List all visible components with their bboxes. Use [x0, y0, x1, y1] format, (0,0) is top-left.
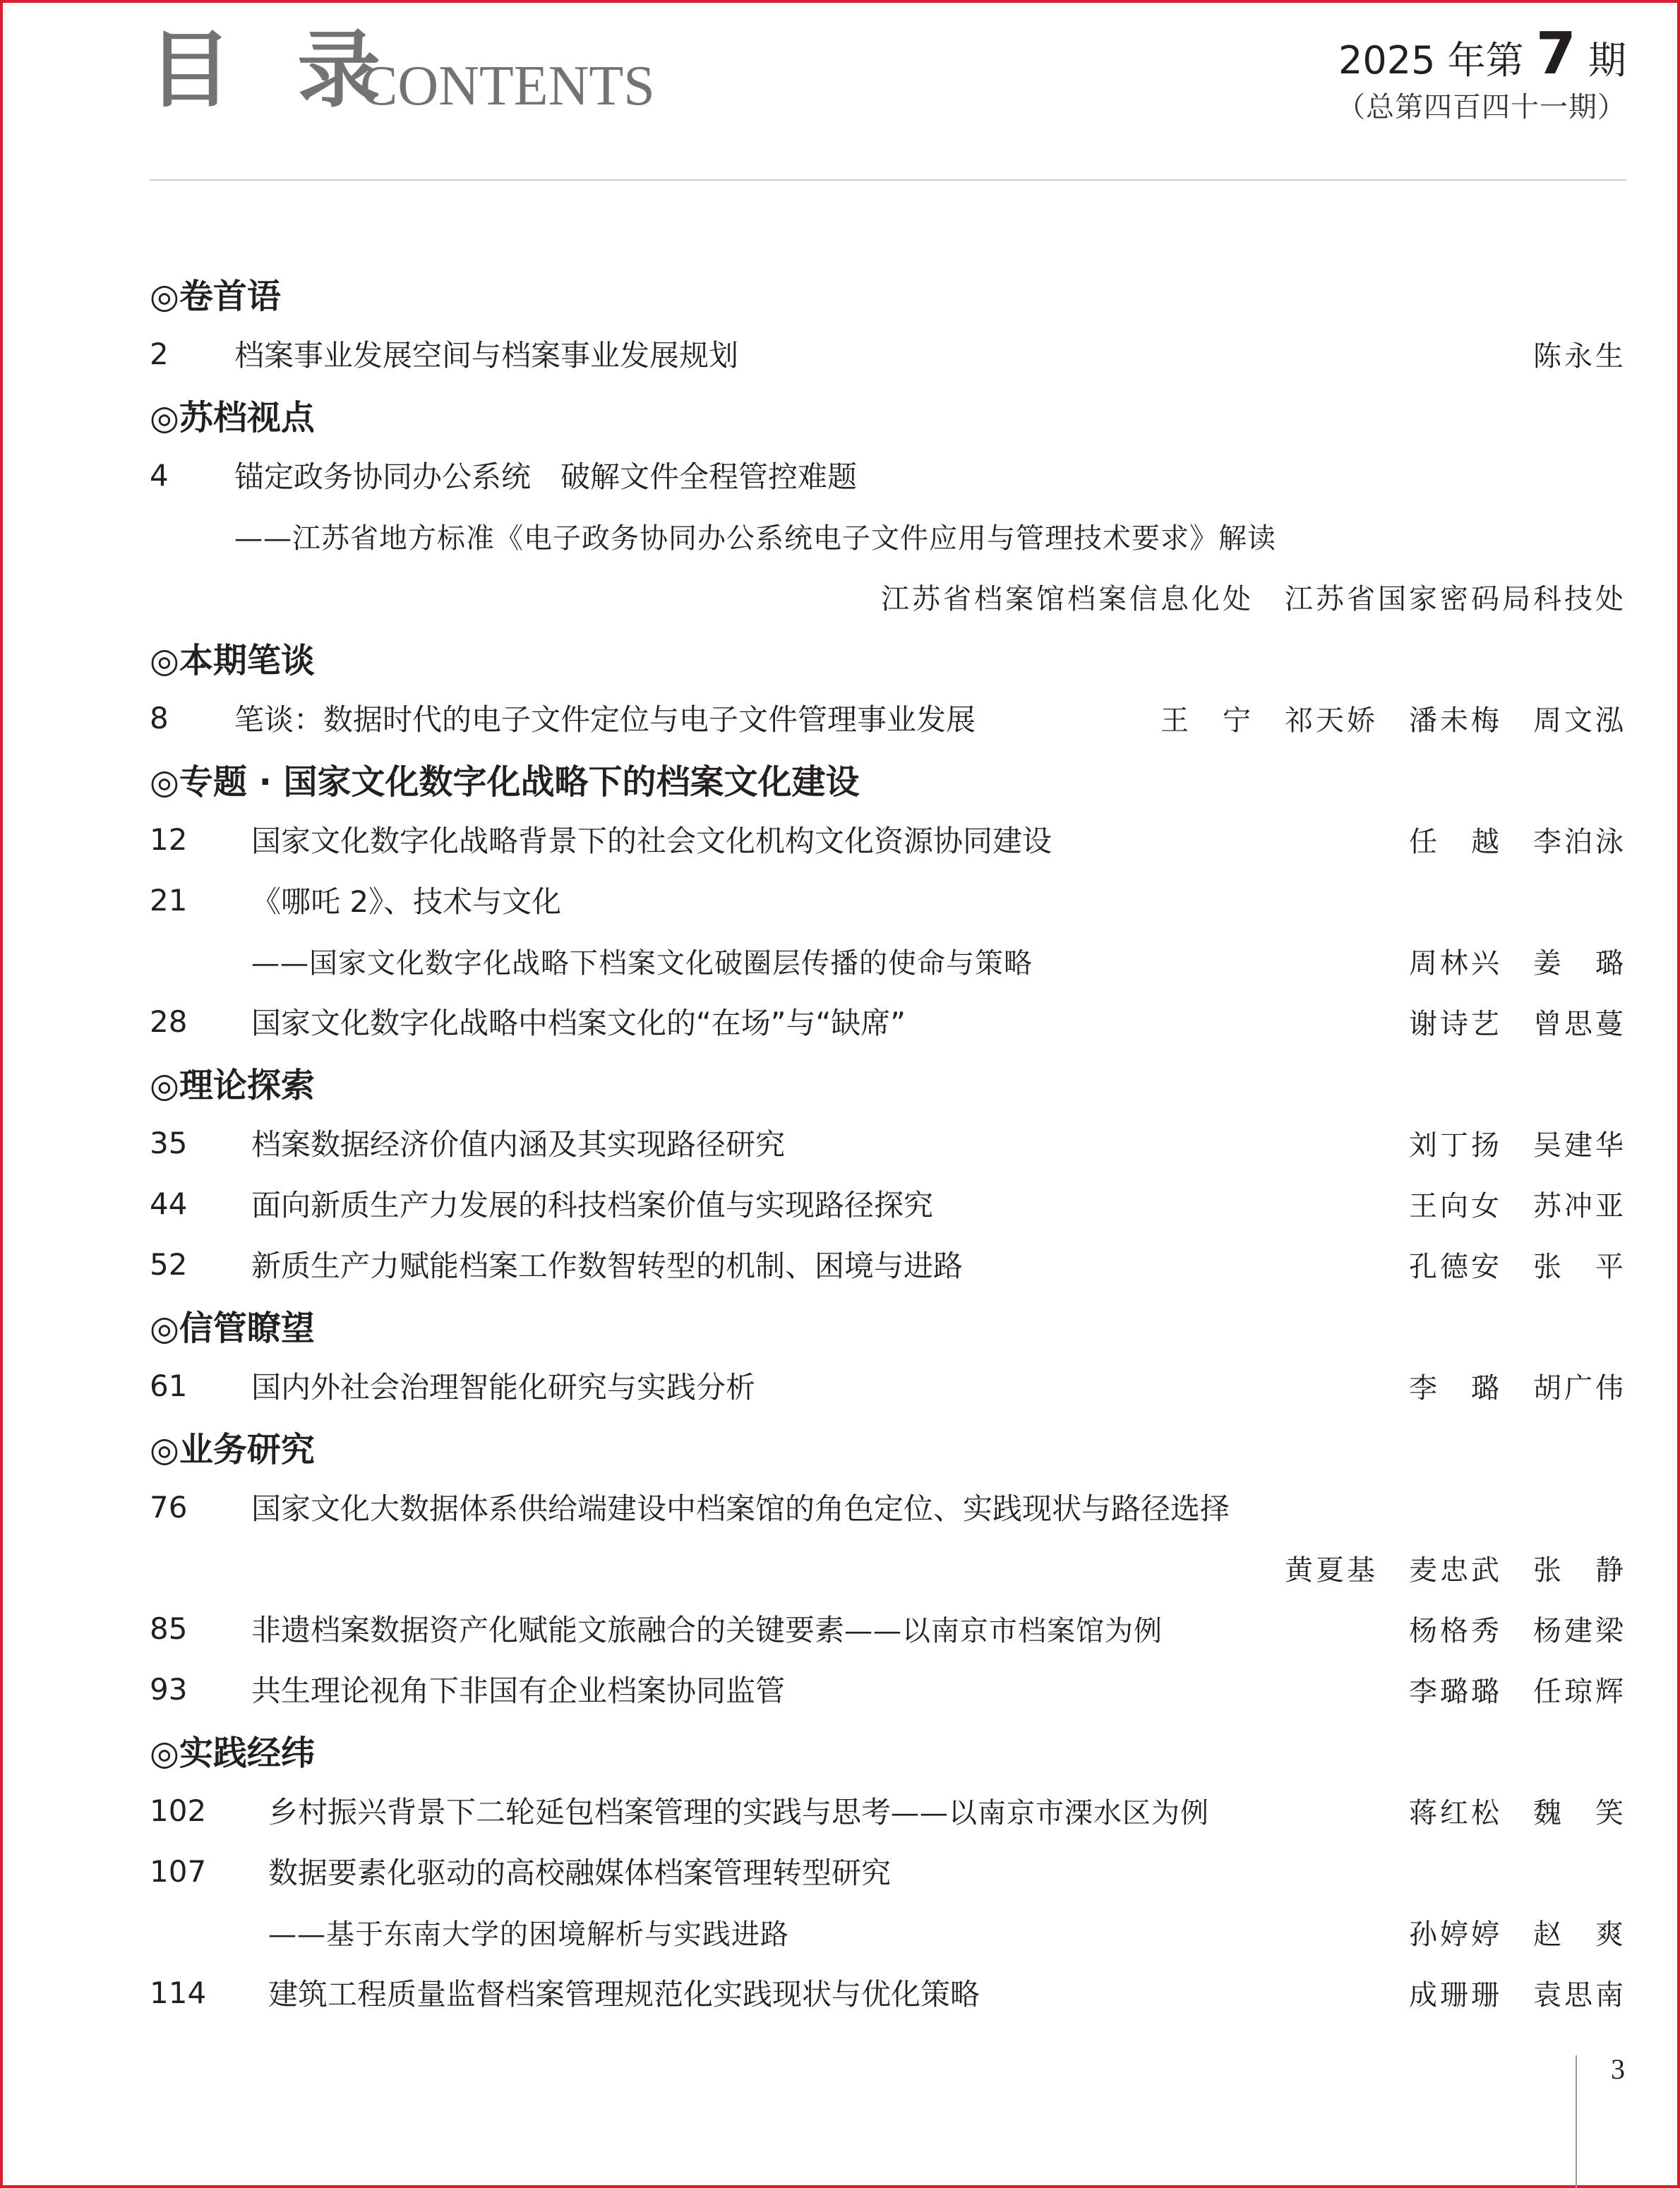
section-heading: ◎苏档视点 [150, 398, 315, 438]
entry-authors: 王 宁 祁天娇 潘未梅 周文泓 [1160, 704, 1626, 737]
section-heading: ◎业务研究 [150, 1430, 315, 1469]
entry-page: 28 [150, 1004, 188, 1039]
entry-title: 数据要素化驱动的高校融媒体档案管理转型研究 [268, 1856, 892, 1890]
toc-entry[interactable] [150, 809, 1626, 870]
entry-title: 国家文化数字化战略中档案文化的“在场”与“缺席” [251, 1006, 906, 1040]
toc-entry[interactable] [150, 1173, 1626, 1234]
toc-entry[interactable] [150, 1962, 1626, 2023]
toc-entry[interactable] [150, 1355, 1626, 1416]
entry-page: 107 [150, 1853, 207, 1889]
entry-title: 乡村振兴背景下二轮延包档案管理的实践与思考 [268, 1795, 892, 1829]
entry-authors: 蒋红松 魏 笑 [1409, 1796, 1626, 1829]
entry-title-line [251, 1607, 1409, 1649]
entry-authors: 任 越 李泊泳 [1409, 825, 1626, 858]
toc-entry[interactable] [150, 1234, 1626, 1294]
issue-line [1337, 20, 1626, 89]
entry-title: 锚定政务协同办公系统 破解文件全程管控难题 [234, 459, 858, 494]
entry-page: 52 [150, 1246, 188, 1282]
entry-title: 共生理论视角下非国有企业档案协同监管 [251, 1673, 786, 1708]
toc-entry[interactable] [150, 991, 1626, 1052]
toc-entry-authors-row [150, 566, 1626, 627]
entry-title: 面向新质生产力发展的科技档案价值与实现路径探究 [251, 1188, 934, 1222]
entry-title: 国家文化大数据体系供给端建设中档案馆的角色定位、实践现状与路径选择 [251, 1491, 1230, 1526]
toc-entry-subtitle-row [150, 1901, 1626, 1962]
entry-authors: 李璐璐 任琼辉 [1409, 1675, 1626, 1708]
section-heading: ◎实践经纬 [150, 1733, 315, 1773]
table-of-contents [150, 263, 1626, 2023]
toc-entry[interactable] [150, 1659, 1626, 1719]
toc-entry-subtitle-row [150, 505, 1626, 566]
issue-prefix: 2025 年第 [1338, 38, 1536, 83]
toc-entry-authors-row [150, 1537, 1626, 1598]
entry-authors: 孙婷婷 赵 爽 [1409, 1918, 1626, 1951]
entry-subtitle: ——基于东南大学的困境解析与实践进路 [268, 1918, 789, 1951]
section-heading: ◎信管瞭望 [150, 1309, 315, 1348]
toc-entry[interactable] [150, 1477, 1626, 1537]
entry-authors: 成珊珊 袁思南 [1409, 1978, 1626, 2012]
entry-title: 非遗档案数据资产化赋能文旅融合的关键要素 [251, 1613, 845, 1647]
entry-authors: 李 璐 胡广伟 [1409, 1371, 1626, 1405]
page-number: 3 [1611, 2053, 1625, 2085]
entry-page: 102 [150, 1793, 207, 1828]
entry-authors: 周林兴 姜 璐 [1409, 946, 1626, 980]
entry-title: 国家文化数字化战略背景下的社会文化机构文化资源协同建设 [251, 824, 1052, 858]
entry-authors: 谢诗艺 曾思蔓 [1409, 1007, 1626, 1040]
entry-page: 2 [150, 336, 169, 371]
issue-suffix: 期 [1576, 38, 1626, 83]
entry-title: 建筑工程质量监督档案管理规范化实践现状与优化策略 [268, 1977, 980, 2012]
entry-authors: 孔德安 张 平 [1409, 1250, 1626, 1283]
issue-info [1337, 20, 1626, 124]
entry-title-tail: ——以南京市溧水区为例 [891, 1797, 1210, 1829]
entry-page: 114 [150, 1975, 207, 2010]
toc-entry[interactable] [150, 445, 1626, 505]
entry-title: 《哪吒 2》、技术与文化 [251, 884, 562, 919]
entry-page: 21 [150, 882, 188, 918]
entry-authors: 刘丁扬 吴建华 [1409, 1129, 1626, 1162]
entry-authors: 王向女 苏冲亚 [1409, 1189, 1626, 1222]
entry-page: 35 [150, 1125, 188, 1160]
entry-title: 档案数据经济价值内涵及其实现路径研究 [251, 1127, 786, 1162]
entry-title: 笔谈：数据时代的电子文件定位与电子文件管理事业发展 [234, 702, 976, 737]
toc-entry[interactable] [150, 687, 1626, 748]
entry-authors: 江苏省档案馆档案信息化处 江苏省国家密码局科技处 [881, 582, 1626, 615]
entry-page: 8 [150, 700, 169, 735]
entry-title: 新质生产力赋能档案工作数智转型的机制、困境与进路 [251, 1249, 964, 1283]
section-heading: ◎专题 · 国家文化数字化战略下的档案文化建设 [150, 762, 860, 802]
header-divider [150, 179, 1626, 181]
entry-page: 12 [150, 822, 188, 857]
toc-entry[interactable] [150, 1780, 1626, 1841]
entry-page: 85 [150, 1611, 188, 1646]
section-heading: ◎理论探索 [150, 1066, 315, 1105]
entry-authors: 陈永生 [1533, 339, 1626, 373]
entry-page: 4 [150, 457, 169, 493]
toc-entry[interactable] [150, 1841, 1626, 1901]
toc-entry[interactable] [150, 323, 1626, 384]
entry-authors: 黄夏基 麦忠武 张 静 [1285, 1553, 1626, 1587]
toc-entry-subtitle-row [150, 930, 1626, 991]
toc-entry[interactable] [150, 870, 1626, 930]
entry-page: 76 [150, 1489, 188, 1525]
entry-page: 93 [150, 1671, 188, 1707]
entry-title-line [268, 1789, 1409, 1832]
entry-title: 国内外社会治理智能化研究与实践分析 [251, 1370, 756, 1405]
footer-rule [1576, 2055, 1577, 2188]
toc-entry[interactable] [150, 1112, 1626, 1173]
toc-entry[interactable] [150, 1598, 1626, 1659]
section-heading: ◎卷首语 [150, 277, 281, 316]
issue-number: 7 [1535, 20, 1576, 88]
entry-title-tail: ——以南京市档案馆为例 [844, 1615, 1163, 1647]
section-heading: ◎本期笔谈 [150, 641, 315, 680]
entry-subtitle: ——国家文化数字化战略下档案文化破圈层传播的使命与策略 [251, 946, 1033, 980]
page-subtitle: CONTENTS [360, 55, 655, 117]
entry-subtitle: ——江苏省地方标准《电子政务协同办公系统电子文件应用与管理技术要求》解读 [234, 522, 1276, 555]
entry-title: 档案事业发展空间与档案事业发展规划 [234, 338, 739, 373]
page-title: 目 录 [148, 21, 400, 119]
entry-page: 44 [150, 1186, 188, 1221]
issue-total: （总第四百四十一期） [1337, 91, 1626, 124]
entry-page: 61 [150, 1368, 188, 1403]
entry-authors: 杨格秀 杨建梁 [1409, 1614, 1626, 1647]
